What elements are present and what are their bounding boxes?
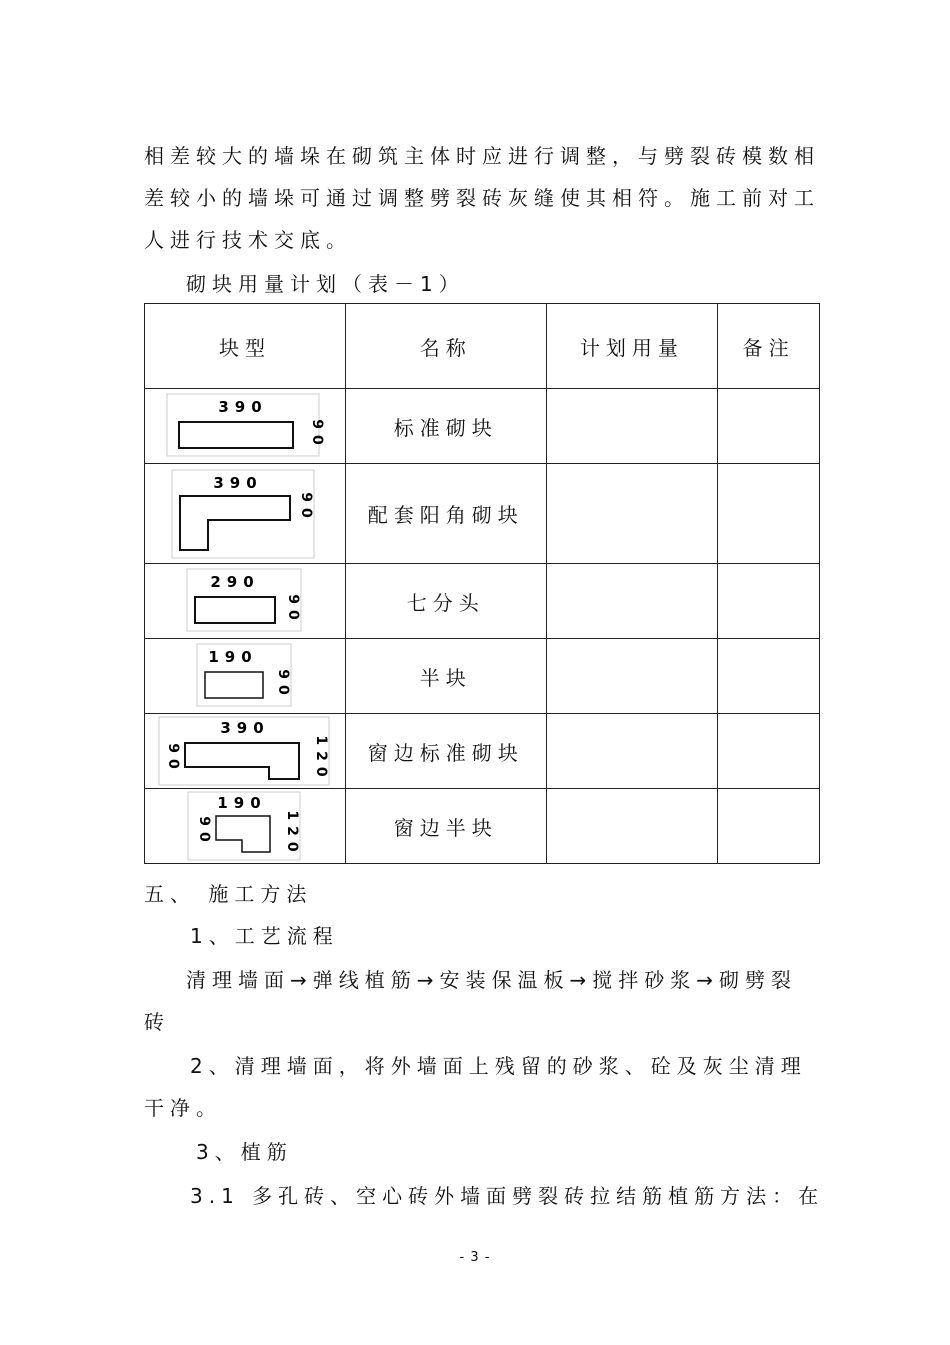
window-edge-standard-block-figure: [157, 715, 333, 787]
dim-top-label: 390: [218, 398, 268, 416]
table-header-row: [145, 304, 820, 389]
block-figure-cell: [145, 564, 346, 639]
block-name: 半块: [345, 639, 546, 714]
window-edge-half-block-figure: [186, 790, 304, 862]
dim-right-label: 90: [308, 419, 325, 451]
table-row: [145, 789, 820, 864]
remarks-cell: [718, 564, 820, 639]
half-block-figure: [195, 642, 295, 710]
table-row: [145, 464, 820, 564]
table-row: [145, 639, 820, 714]
table-row: [145, 564, 820, 639]
subsection-3-1-line: 3.1 多孔砖、空心砖外墙面劈裂砖拉结筋植筋方法：在: [190, 1184, 825, 1208]
subsection-2-line-2: 干净。: [144, 1096, 222, 1120]
dim-right-label: 90: [284, 594, 301, 626]
remarks-cell: [718, 639, 820, 714]
three-quarter-block-figure: [185, 567, 305, 635]
dim-left-label: 90: [164, 743, 181, 775]
header-planned-quantity: 计划用量: [546, 304, 718, 389]
planned-quantity-cell: [546, 714, 718, 789]
dim-top-label: 390: [213, 473, 263, 492]
remarks-cell: [718, 789, 820, 864]
dim-right-label: 120: [312, 735, 329, 783]
remarks-cell: [718, 389, 820, 464]
table-caption: 砌块用量计划（表－1）: [186, 272, 465, 296]
header-name: 名称: [345, 304, 546, 389]
dim-left-label: 90: [195, 816, 212, 848]
block-usage-table: [144, 303, 820, 864]
remarks-cell: [718, 464, 820, 564]
block-name: 七分头: [345, 564, 546, 639]
planned-quantity-cell: [546, 389, 718, 464]
subsection-3-heading: 3、植筋: [196, 1140, 293, 1164]
flow-line-1: 清理墙面→弹线植筋→安装保温板→搅拌砂浆→砌劈裂: [186, 968, 798, 992]
dim-right-label: 90: [274, 669, 291, 701]
planned-quantity-cell: [546, 564, 718, 639]
remarks-cell: [718, 714, 820, 789]
dim-right-label: 120: [283, 810, 300, 858]
dim-right-label: 90: [297, 491, 314, 524]
page-number: - 3 -: [459, 1250, 491, 1265]
block-figure-cell: [145, 464, 346, 564]
header-block-type: 块型: [145, 304, 346, 389]
block-name: 配套阳角砌块: [345, 464, 546, 564]
paragraph-line-2: 差较小的墙垛可通过调整劈裂砖灰缝使其相符。施工前对工: [144, 186, 820, 210]
flow-line-2: 砖: [144, 1010, 170, 1034]
planned-quantity-cell: [546, 789, 718, 864]
subsection-1-heading: 1、工艺流程: [190, 924, 339, 948]
standard-block-figure: [165, 392, 325, 460]
block-figure-cell: [145, 714, 346, 789]
paragraph-line-3: 人进行技术交底。: [144, 228, 352, 252]
subsection-2-line-1: 2、清理墙面，将外墙面上残留的砂浆、砼及灰尘清理: [190, 1054, 807, 1078]
block-name: 标准砌块: [345, 389, 546, 464]
block-figure-cell: [145, 639, 346, 714]
table-row: [145, 714, 820, 789]
section-heading: 五、 施工方法: [144, 882, 313, 906]
block-name: 窗边半块: [345, 789, 546, 864]
paragraph-line-1: 相差较大的墙垛在砌筑主体时应进行调整，与劈裂砖模数相: [144, 144, 820, 168]
dim-top-label: 190: [217, 794, 267, 812]
block-figure-cell: [145, 389, 346, 464]
planned-quantity-cell: [546, 464, 718, 564]
planned-quantity-cell: [546, 639, 718, 714]
dim-top-label: 290: [210, 573, 260, 591]
corner-block-figure: [170, 468, 320, 560]
block-figure-cell: [145, 789, 346, 864]
table-row: [145, 389, 820, 464]
block-name: 窗边标准砌块: [345, 714, 546, 789]
dim-top-label: 390: [220, 719, 270, 737]
dim-top-label: 190: [208, 648, 258, 666]
header-remarks: 备注: [718, 304, 820, 389]
